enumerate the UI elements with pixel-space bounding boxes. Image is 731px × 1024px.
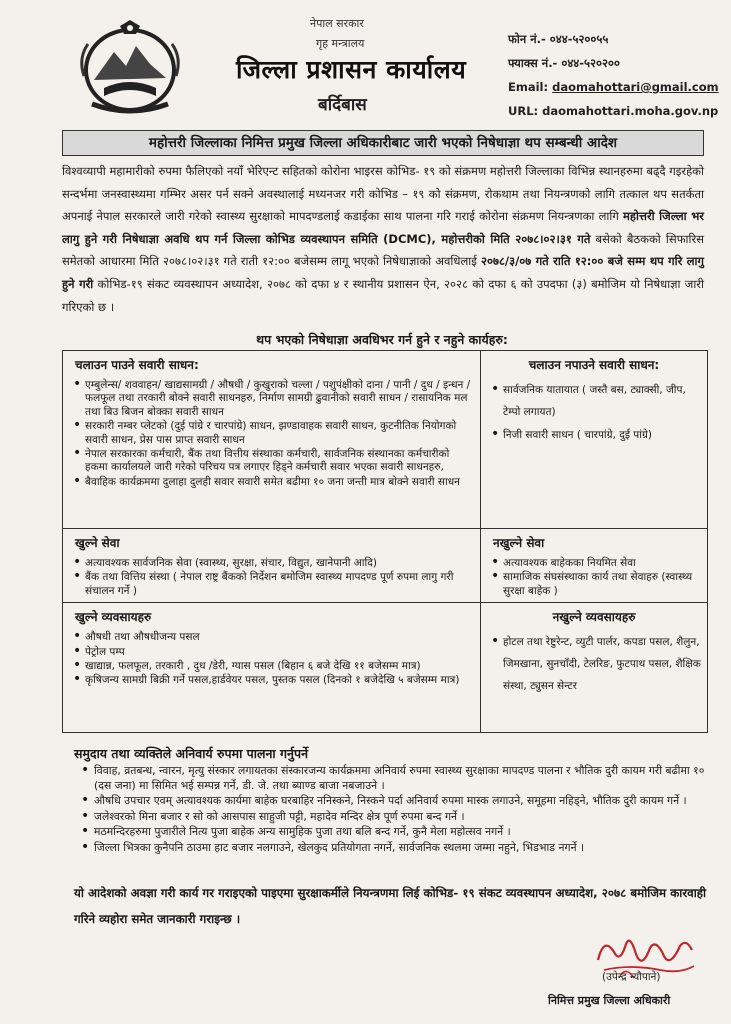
community-heading: समुदाय तथा व्यक्तिले अनिवार्य रुपमा पालना गर्नुपर्ने: [74, 746, 309, 761]
services-closed-cell: [481, 529, 708, 603]
business-open-cell: [63, 603, 481, 733]
services-closed-list: [487, 557, 701, 598]
list-item: • सार्वजनिक यातायात ( जस्तै बस, ट्याक्सी, जीप, टेम्पो लगायत): [503, 379, 701, 423]
url-link[interactable]: daomahottari.moha.gov.np: [542, 104, 719, 118]
email-line: [508, 80, 719, 94]
list-item: • बैंक तथा वित्तिय संस्था ( नेपाल राष्ट्र बैंकको निर्देशन बमोजिम स्वास्थ्य मापदण्ड पूर्ण रुपमा लागु गरी संचालन गर्ने ): [85, 571, 474, 598]
list-item: • औषधी तथा औषधीजन्य पसल: [85, 631, 474, 644]
business-open-heading: खुल्ने व्यवसायहरु: [75, 610, 152, 625]
fax-number: फ्याक्स नं.- ०४४-५२०२००: [508, 56, 620, 70]
list-item: • पेट्रोल पम्प: [85, 646, 474, 659]
list-item: • जलेश्वरको मिना बजार र सो को आसपास साहुजी पट्टी, महादेव मन्दिर क्षेत्र पूर्ण रुपमा बन्द गर्ने ।: [94, 810, 724, 825]
office-place: बर्दिबास: [318, 95, 367, 115]
list-item: • निजी सवारी साधन ( चारपांग्रे, दुई पांग्रे): [503, 424, 701, 446]
url-line: [508, 104, 718, 118]
services-open-list: [69, 557, 474, 598]
business-closed-cell: [481, 603, 708, 733]
services-open-heading: खुल्ने सेवा: [75, 536, 120, 550]
body-bold-2: २०७८/३/०७ गते राति १२:०० बजे सम्म थप गरि लागु हुने गरी: [62, 254, 704, 291]
vehicles-allowed-list: [69, 379, 474, 489]
rules-table: [62, 350, 708, 733]
signatory-title: निमित्त प्रमुख जिल्ला अधिकारी: [548, 994, 671, 1007]
gov-name: नेपाल सरकार: [310, 17, 364, 30]
notice-body: [62, 160, 704, 318]
notice-title: महोत्तरी जिल्लाका निमित्त प्रमुख जिल्ला अधिकारीबाट जारी भएको निषेधाज्ञा थप सम्बन्धी आदेश: [62, 130, 704, 156]
phone-number: फोन नं.- ०४४-५२००५५: [508, 32, 609, 46]
list-item: • सामाजिक संघसंस्थाका कार्य तथा सेवाहरु (स्वास्थ्य सुरक्षा बाहेक ): [503, 571, 701, 598]
list-item: • नेपाल सरकारका कर्मचारी, बैंक तथा वित्तीय संस्थाका कर्मचारी, सार्वजनिक संस्थानका कर्मचारीको हकमा कार्यालयले जारी गरेको परिचय पत्र लगाएर हिड्ने कर्मचारी सवार भएका सवारी साधनहरु,: [85, 448, 474, 475]
body-text-3: कोभिड-१९ संकट व्यवस्थापन अध्यादेश, २०७८ को दफा ४ र स्थानीय प्रशासन ऐन, २०२८ को दफा ६ को उपदफा (३) बमोजिम यो निषेधाज्ञा जारी गरिएको छ ।: [62, 276, 704, 314]
rules-subheading: थप भएको निषेधाज्ञा अवधिभर गर्न हुने र नहुने कार्यहरु:: [256, 332, 508, 347]
list-item: • खाद्यान्न, फलफूल, तरकारी , दुध /डेरी, ग्यास पसल (बिहान ६ बजे देखि ११ बजेसम्म मात्र): [85, 660, 474, 673]
signatory-name: (उपेन्द्र न्यौपाने): [602, 971, 661, 983]
list-item: • होटल तथा रेष्टुरेन्ट, व्युटी पार्लर, कपडा पसल, शैलुन, जिमखाना, सुनचाँदी, टेलरिङ, फुटपाथ पसल, शैक्षिक संस्था, ट्युसन सेन्टर: [503, 631, 701, 697]
vehicles-allowed-heading: चलाउन पाउने सवारी साधन:: [75, 358, 199, 372]
list-item: • कृषिजन्य सामग्री बिक्री गर्ने पसल,हार्डवेयर पसल, पुस्तक पसल (दिनको १ बजेदेखि ५ बजेसम्म मात्र): [85, 674, 474, 687]
services-closed-heading: नखुल्ने सेवा: [493, 536, 545, 550]
list-item: • मठमन्दिरहरुमा पुजारीले नित्य पुजा बाहेक अन्य सामुहिक पुजा तथा बलि बन्द गर्ने, कुनै मेला महोत्सव नगर्ने ।: [94, 825, 724, 840]
business-closed-heading: नखुल्ने व्यवसायहरु: [552, 610, 636, 625]
email-link[interactable]: daomahottari@gmail.com: [552, 80, 719, 94]
vehicles-disallowed-heading: चलाउन नपाउने सवारी साधन:: [528, 358, 660, 372]
business-open-list: [69, 631, 474, 688]
business-closed-list: [487, 631, 701, 697]
body-text-2: बसेको बैठकको सिफारिस समेतको आधारमा मिति २०७८।०२।३१ गते राती १२:०० बजेसम्म लागू भएको निषेधाज्ञाको अवधिलाई: [62, 231, 704, 269]
body-text-1: विश्वव्यापी महामारीको रुपमा फैलिएको नयाँ भेरिएन्ट सहितको कोरोना भाइरस कोभिड- १९ को संक्रमण महोत्तरी जिल्लाका विभिन्न स्थानहरुमा बढ्दै गइरहेको सन्दर्भमा जनस्वास्थ्यमा गम्भिर असर पर्न सक्ने अवस्थालाई मध्यनजर गरी कोभिड – १९ को संक्रमण, रोकथाम तथा नियन्त्रणको लागि तत्काल थप सतर्कता अपनाई नेपाल सरकारले जारी गरेको स्वास्थ्य सुरक्षाको मापदण्डलाई कडाईका साथ पालना गरि गराई कोरोना संक्रमण नियन्त्रणका लागि: [62, 164, 704, 224]
email-label: Email:: [508, 80, 549, 94]
vehicles-disallowed-list: [487, 379, 701, 446]
office-title: जिल्ला प्रशासन कार्यालय: [236, 55, 467, 84]
body-bold-1: महोत्तरी जिल्ला भर लागु हुने गरी निषेधाज्ञा अवधि थप गर्न जिल्ला कोभिड व्यवस्थापन समिति (DCMC), महोत्तरीको मिति २०७८।०२।३१ गते: [62, 209, 704, 246]
handwritten-signature-icon: [590, 930, 700, 1000]
list-item: • जिल्ला भित्रका कुनैपनि ठाउमा हाट बजार नलगाउने, खेलकुद प्रतियोगता नगर्ने, सार्वजनिक स्थलमा जम्मा नहुने, भिडभाड नगर्ने ।: [94, 841, 724, 856]
list-item: • औषधि उपचार एवम् अत्यावश्यक कार्यमा बाहेक घरबाहिर ननिस्कने, निस्कने पर्दा अनिवार्य रुपमा मास्क लगाउने, समूहमा नहिड्ने, भौतिक दुरी कायम गर्ने ।: [94, 794, 724, 809]
list-item: • सरकारी नम्बर प्लेटको (दुई पांग्रे र चारपांग्रे) साधन, झण्डावाहक सवारी साधन, कुटनीतिक नियोगको सवारी साधन, प्रेस पास प्राप्त सवारी साधन: [85, 420, 474, 447]
ministry-name: गृह मन्त्रालय: [316, 37, 365, 50]
vehicles-disallowed-cell: [481, 351, 708, 529]
url-label: URL:: [508, 104, 539, 118]
list-item: • अत्यावश्यक सार्वजनिक सेवा (स्वास्थ्य, सुरक्षा, संचार, विद्युत, खानेपानी आदि): [85, 557, 474, 570]
list-item: • विवाह, व्रतबन्ध, न्वारन, मृत्यु संस्कार लगायतका संस्कारजन्य कार्यक्रममा अनिवार्य रुपमा स्वास्थ्य सुरक्षाका मापदण्ड पालना र भौतिक दुरी कायम गरी बढीमा १० (दस जना) मा सिमित भई सम्पन्न गर्ने, डी. जे. तथा ब्याण्ड बाजा नबजाउने ।: [94, 764, 724, 793]
list-item: • बैवाहिक कार्यक्रममा दुलाहा दुलही सवार सवारी समेत बढीमा १० जना जन्ती मात्र बोक्ने सवारी साधन: [85, 476, 474, 489]
list-item: • एम्बुलेन्स/ शववाहन/ खाद्यसामग्री / औषधी / कुखुराको चल्ला / पशुपंक्षीको दाना / पानी / दुध / इन्धन / फलफूल तथा तरकारी बोक्ने सवारी साधनहरु, निर्माण सामग्री ढुवानीको सवारी साधन / रासायनिक मल तथा बिउ बिजन बोक्का सवारी साधन: [85, 379, 474, 419]
vehicles-allowed-cell: [63, 351, 481, 529]
community-list: [78, 764, 724, 856]
services-open-cell: [63, 529, 481, 603]
list-item: • अत्यावश्यक बाहेकका नियमित सेवा: [503, 557, 701, 570]
closing-statement: यो आदेशको अवज्ञा गरी कार्य गर गराइएको पाइएमा सुरक्षाकर्मीले नियन्त्रणमा लिई कोभिड- १९ संकट व्यवस्थापन अध्यादेश, २०७८ बमोजिम कारवाही गरिने व्यहोरा समेत जानकारी गराइन्छ ।: [74, 886, 707, 926]
nepal-emblem-icon: [74, 18, 186, 116]
